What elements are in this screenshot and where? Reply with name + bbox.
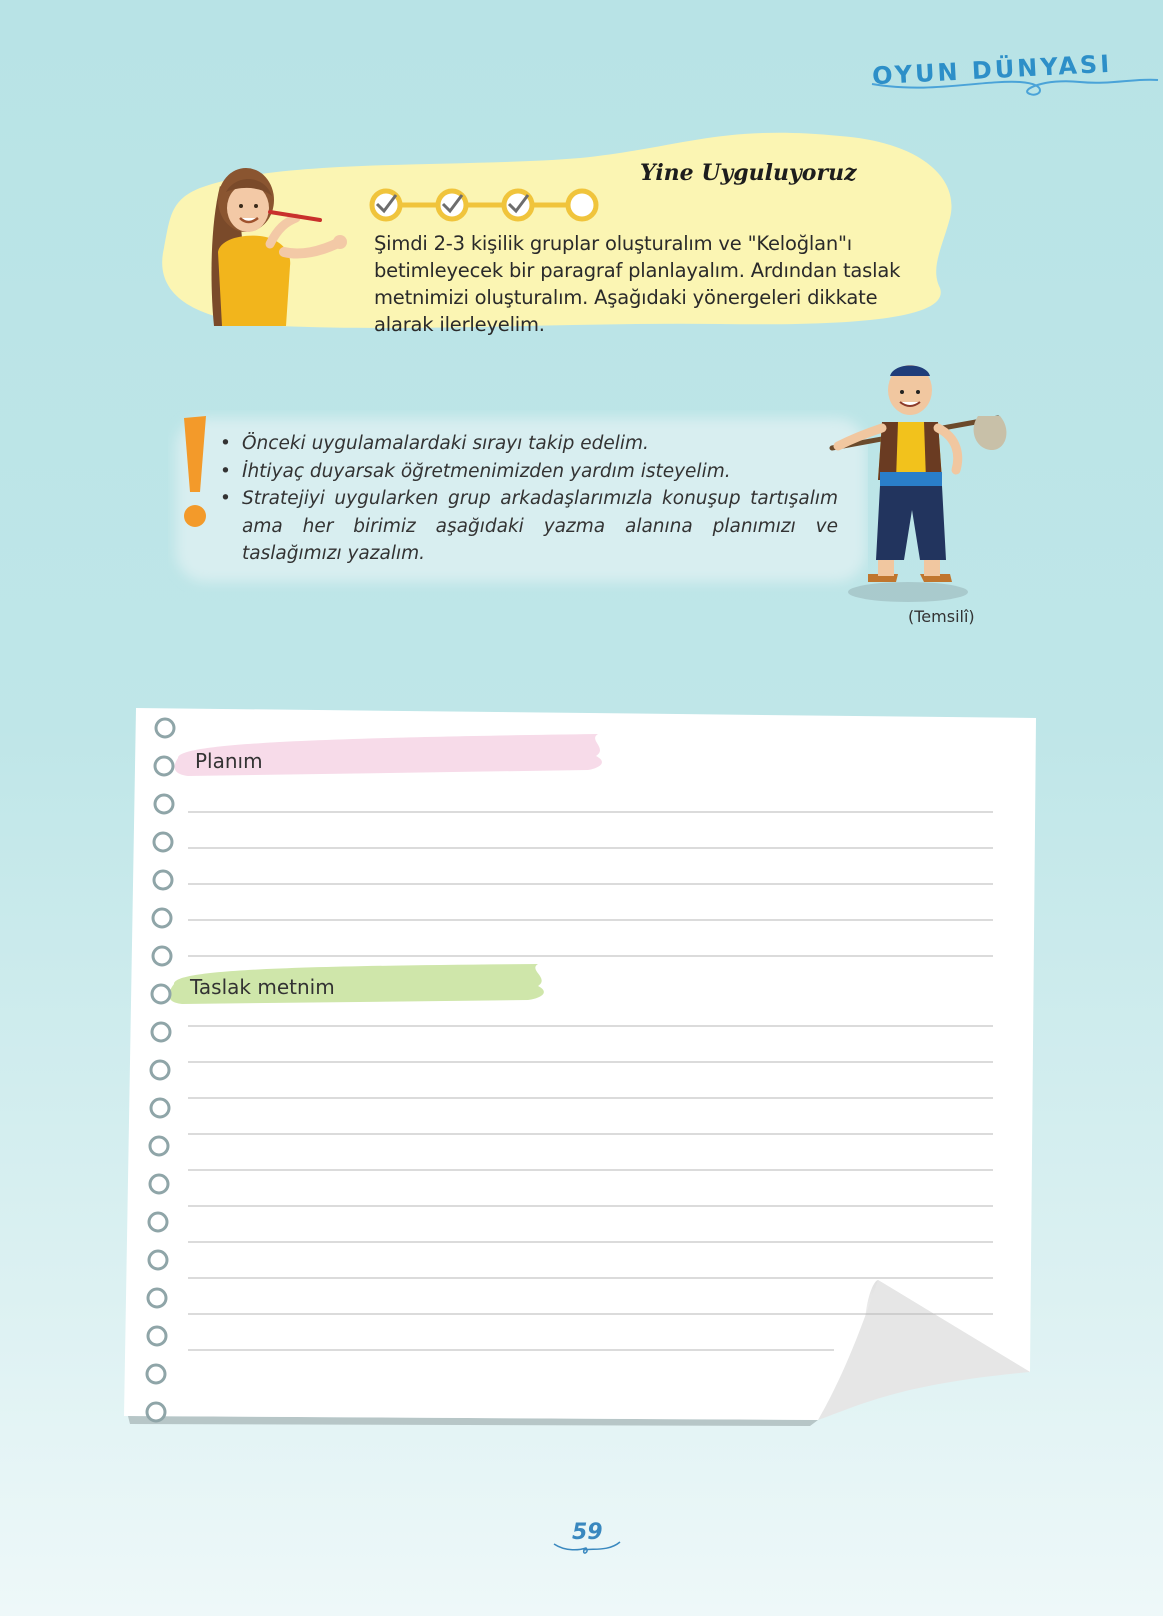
illustration-caption: (Temsilî) (908, 607, 975, 626)
plan-label: Planım (195, 749, 263, 773)
series-title: OYUN DÜNYASI (871, 49, 1113, 91)
header-wave-decoration (870, 72, 1160, 102)
girl-illustration (200, 156, 360, 336)
step-3-complete (504, 191, 532, 219)
draft-label: Taslak metnim (190, 975, 335, 999)
tip-item: • Önceki uygulamalardaki sırayı takip edelim. (218, 430, 838, 458)
keloglan-illustration (828, 360, 1028, 605)
tip-item: • Stratejiyi uygularken grup arkadaşlarımızla konuşup tartışalım ama her birimiz aşağıdaki yazma alanına planımızı ve taslağımızı yazalım. (218, 485, 838, 568)
page-number-wave (552, 1538, 622, 1558)
page-number: 59 (572, 1520, 603, 1545)
activity-intro-text: Şimdi 2-3 kişilik gruplar oluşturalım ve "Keloğlan"ı betimleyecek bir paragraf planlayalım. Ardından taslak metnimizi oluşturalım. Aşağıdaki yönergeleri dikkate alarak ilerleyelim. (374, 232, 901, 336)
progress-steps (368, 186, 608, 224)
tip-item: • İhtiyaç duyarsak öğretmenimizden yardım isteyelim. (218, 458, 838, 486)
step-2-complete (438, 191, 466, 219)
exclamation-icon (178, 414, 214, 534)
notebook-sheet (118, 704, 1038, 1458)
tips-list (218, 430, 838, 568)
step-4-pending (568, 191, 596, 219)
activity-title: Yine Uyguluyoruz (640, 160, 857, 186)
step-1-complete (372, 191, 400, 219)
